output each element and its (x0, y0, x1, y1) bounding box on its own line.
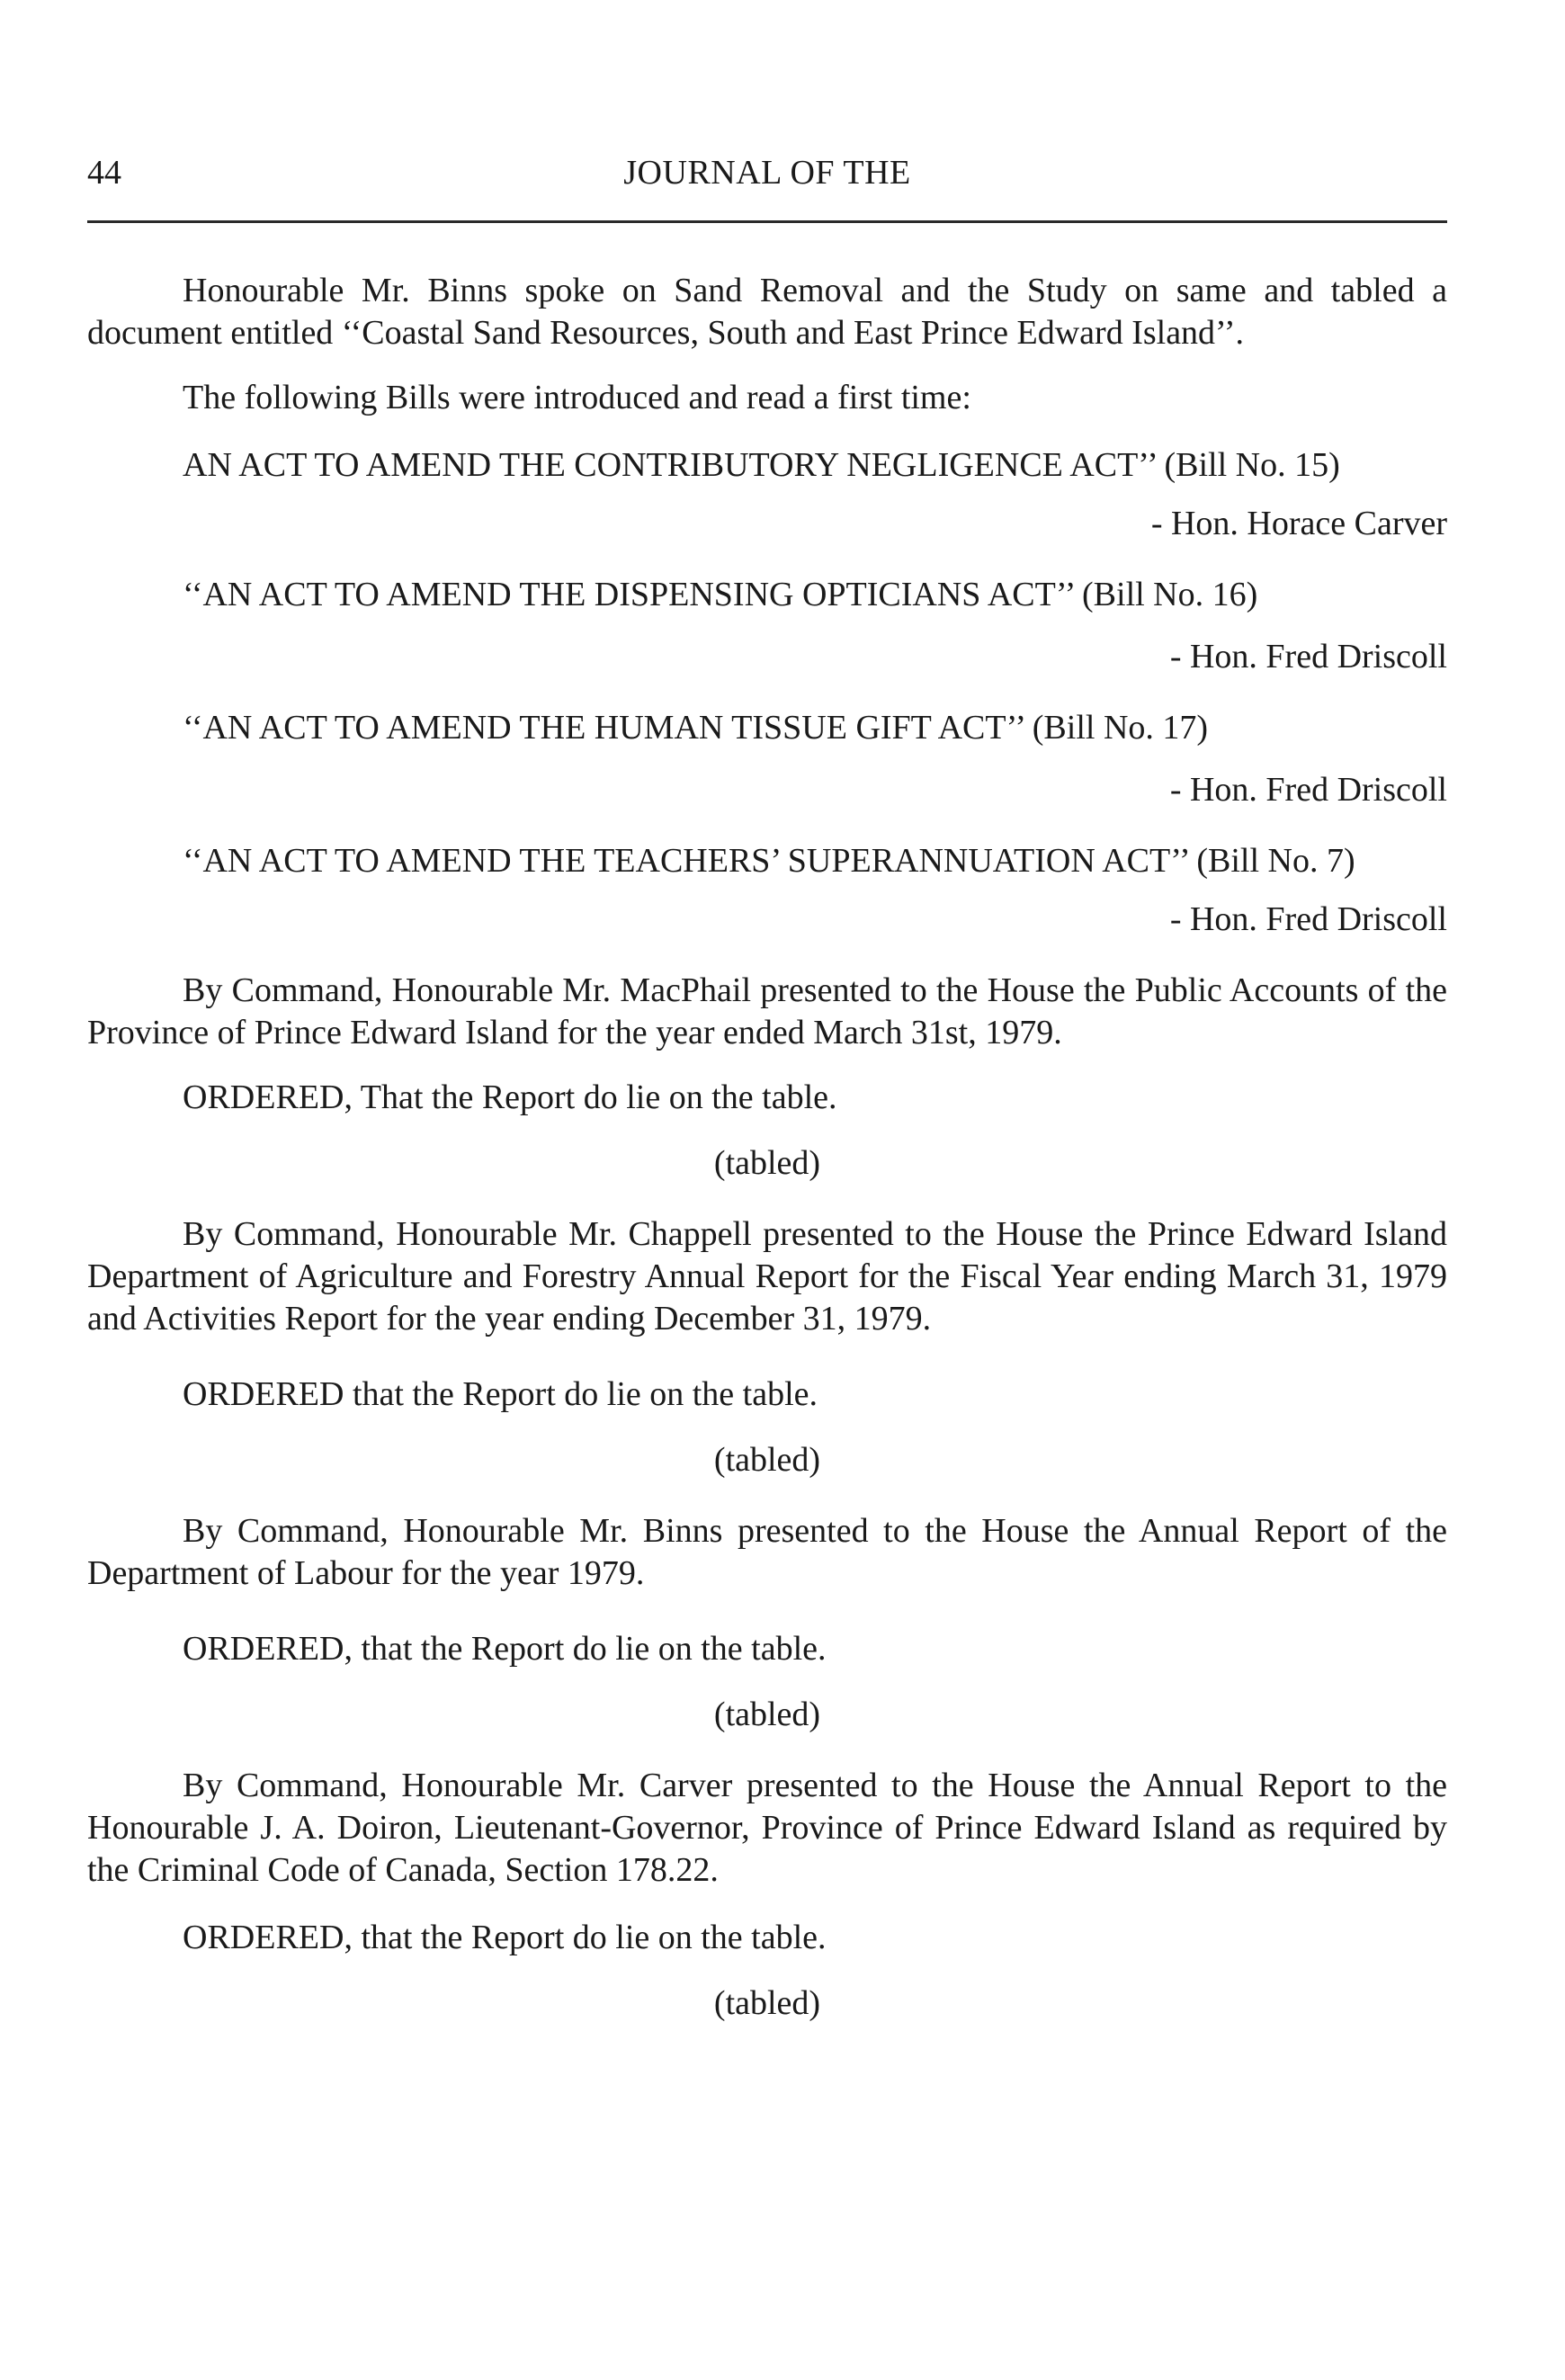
ordered-line: ORDERED, that the Report do lie on the table. (183, 1630, 827, 1668)
header-rule (87, 220, 1447, 223)
paragraph-bills-intro: The following Bills were introduced and read a first time: (183, 379, 971, 416)
tabled-note: (tabled) (713, 1144, 821, 1182)
report-paragraph: By Command, Honourable Mr. Binns presented to the House the Annual Report of the Department of Labour for the year 1979. (87, 1512, 1447, 1592)
bill-title: ‘‘AN ACT TO AMEND THE DISPENSING OPTICIANS ACT’’ (Bill No. 16) (183, 576, 1258, 613)
tabled-note: (tabled) (713, 1984, 821, 2022)
report-paragraph: By Command, Honourable Mr. Carver presented to the House the Annual Report to the Honourable J. A. Doiron, Lieutenant-Governor, Province of Prince Edward Island as required by the Criminal Code of Canada, Section 178.22. (87, 1767, 1447, 1889)
tabled-note: (tabled) (713, 1696, 821, 1733)
bill-title: ‘‘AN ACT TO AMEND THE TEACHERS’ SUPERANNUATION ACT’’ (Bill No. 7) (183, 842, 1355, 880)
ordered-line: ORDERED, That the Report do lie on the table. (183, 1078, 837, 1116)
bill-sponsor: - Hon. Fred Driscoll (1169, 900, 1447, 938)
bill-sponsor: - Hon. Horace Carver (1150, 505, 1447, 542)
report-paragraph: By Command, Honourable Mr. MacPhail presented to the House the Public Accounts of the Province of Prince Edward Island for the year ended March 31st, 1979. (87, 971, 1447, 1051)
page-body (87, 270, 1447, 2025)
page-number: 44 (87, 154, 121, 192)
tabled-note: (tabled) (713, 1441, 821, 1479)
ordered-line: ORDERED, that the Report do lie on the table. (183, 1919, 827, 1956)
bill-title: ‘‘AN ACT TO AMEND THE HUMAN TISSUE GIFT ACT’’ (Bill No. 17) (183, 709, 1209, 747)
page-header (87, 153, 1447, 200)
paragraph-sand-removal: Honourable Mr. Binns spoke on Sand Removal and the Study on same and tabled a document entitled ‘‘Coastal Sand Resources, South and East Prince Edward Island’’. (87, 272, 1447, 352)
running-head: JOURNAL OF THE (623, 154, 911, 192)
ordered-line: ORDERED that the Report do lie on the table. (183, 1375, 818, 1413)
bill-title: AN ACT TO AMEND THE CONTRIBUTORY NEGLIGENCE ACT’’ (Bill No. 15) (183, 446, 1340, 484)
report-paragraph: By Command, Honourable Mr. Chappell presented to the House the Prince Edward Island Department of Agriculture and Forestry Annual Report for the Fiscal Year ending March 31, 1979 and Activities Report for the year ending December 31, 1979. (87, 1215, 1447, 1338)
bill-sponsor: - Hon. Fred Driscoll (1169, 638, 1447, 676)
bill-sponsor: - Hon. Fred Driscoll (1169, 771, 1447, 809)
